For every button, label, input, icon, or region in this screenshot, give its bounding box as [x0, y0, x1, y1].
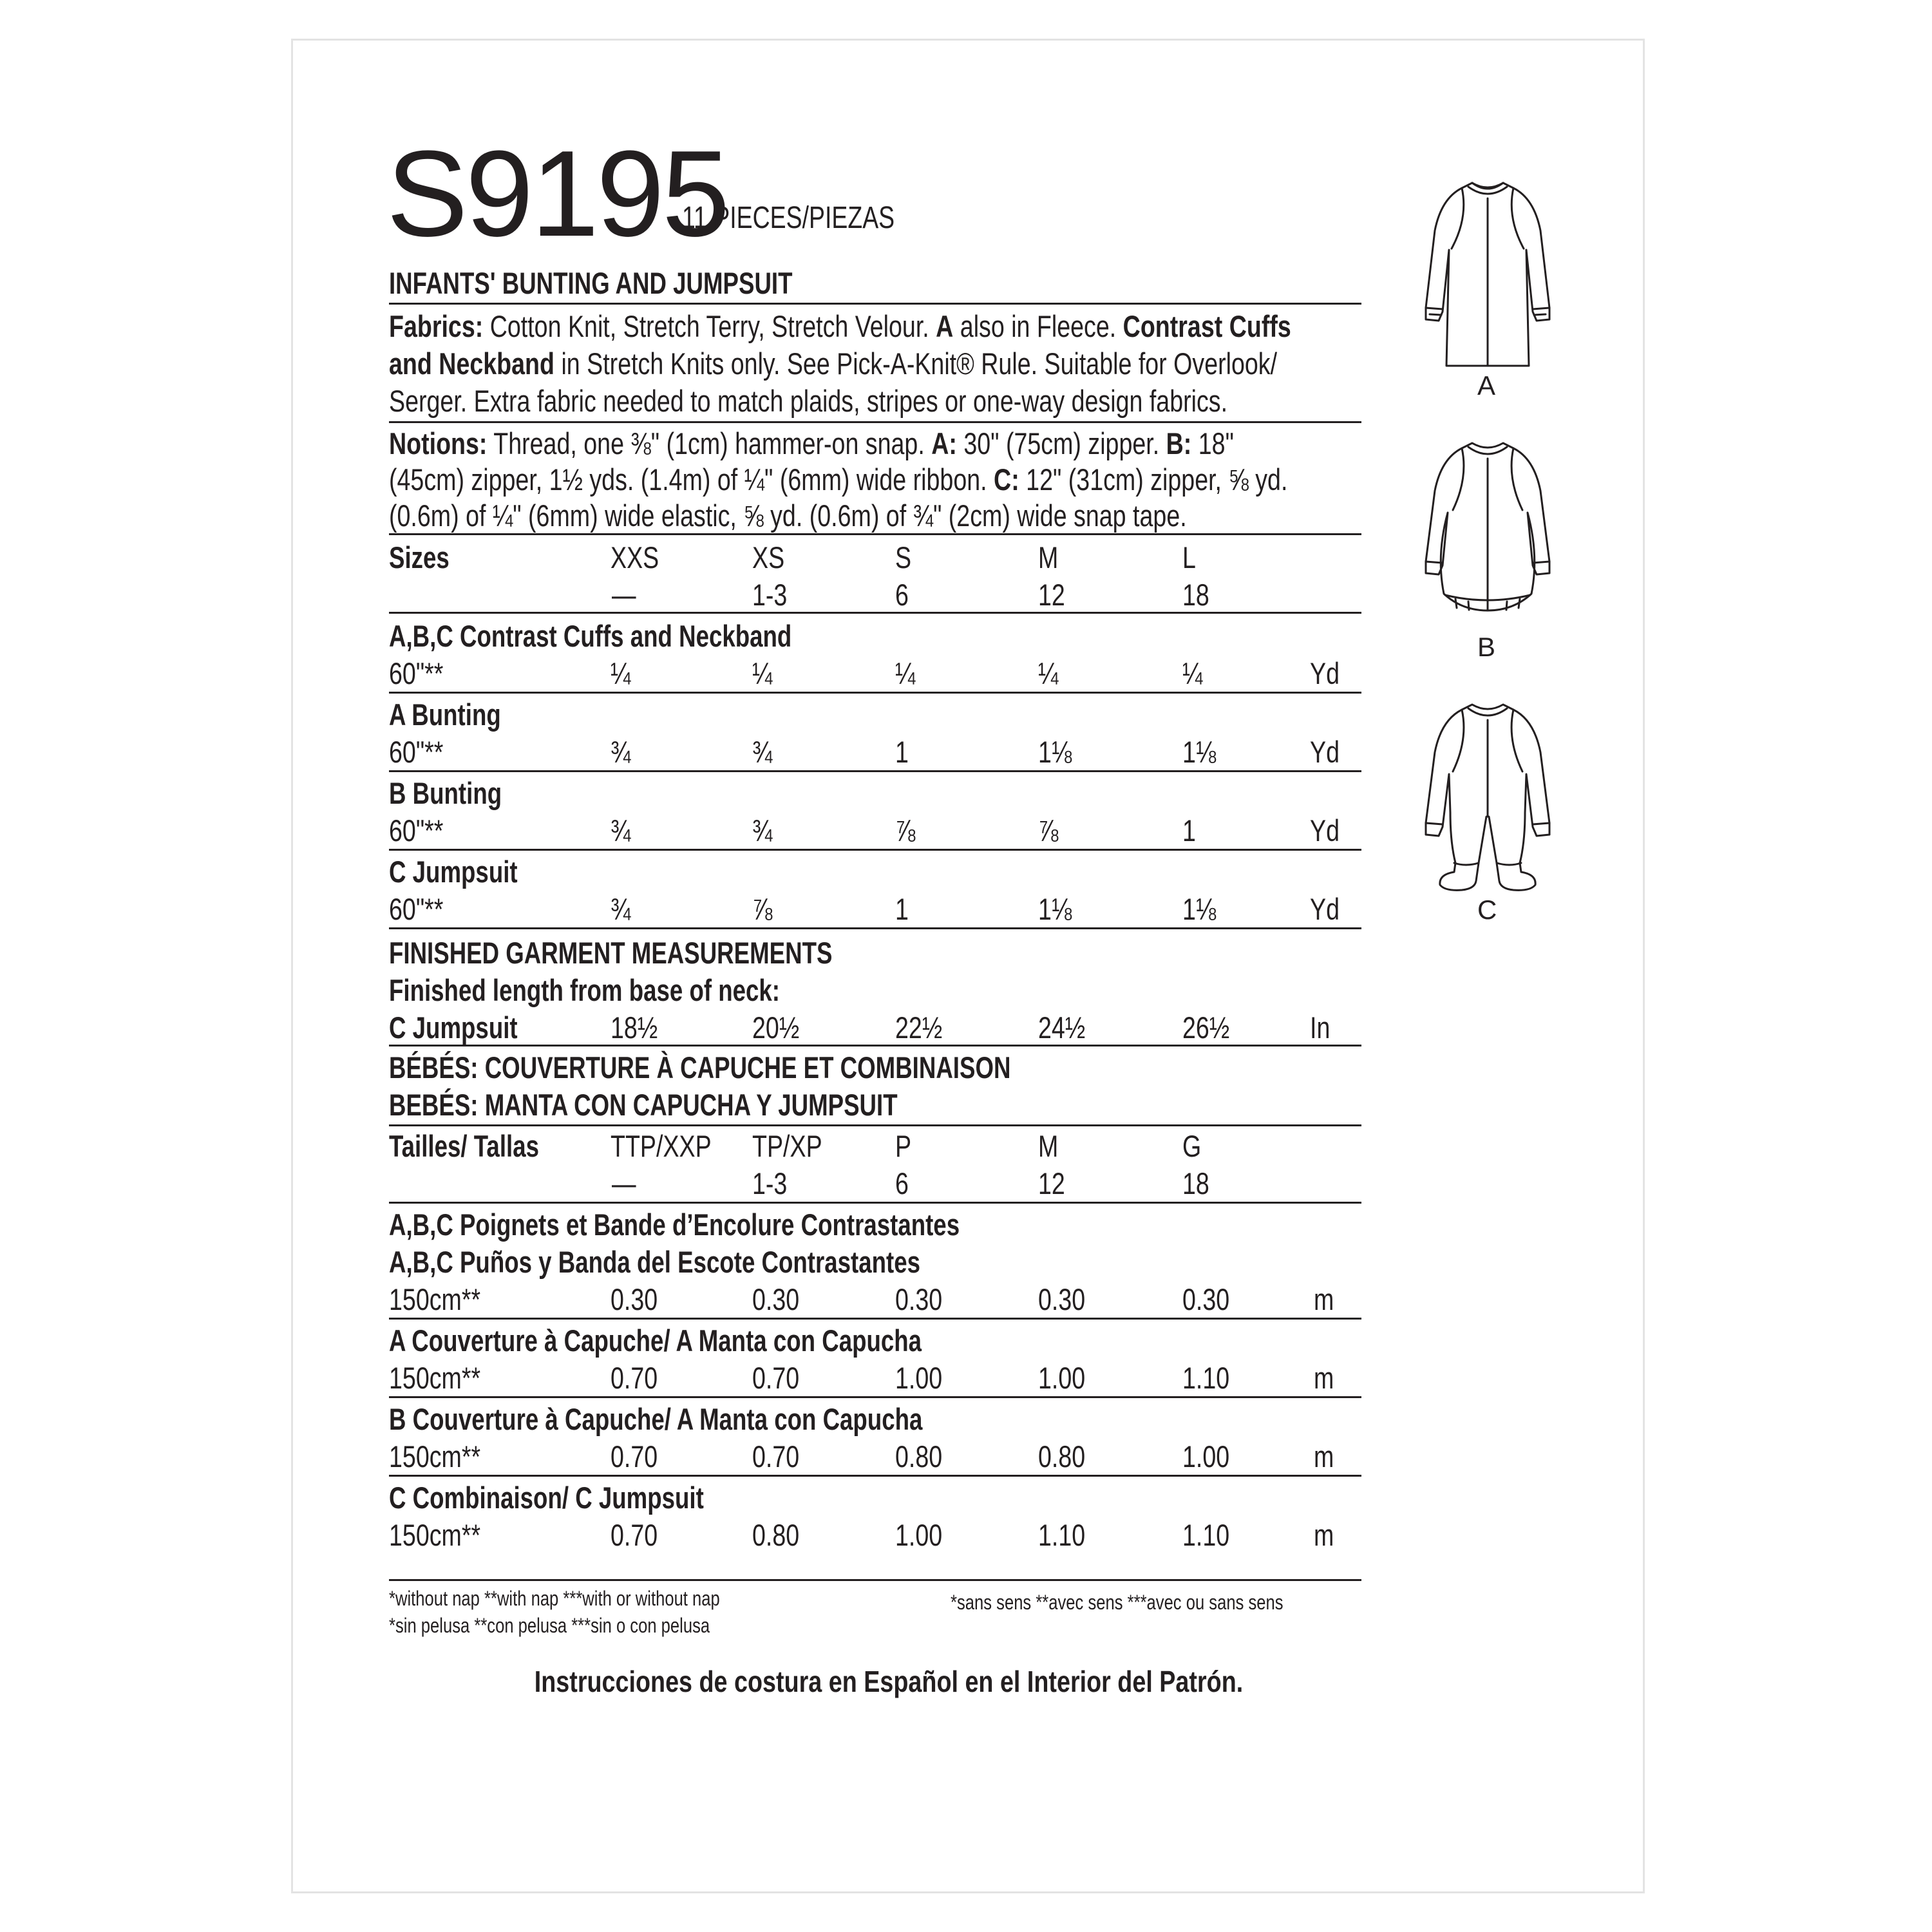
- notions-line-1: Notions: Thread, one ⅜" (1cm) hammer-on snap. A: 30" (75cm) zipper. B: 18": [389, 426, 1234, 460]
- notions-line-3: (0.6m) of ¼" (6mm) wide elastic, ⅝ yd. (0.6m) of ¾" (2cm) wide snap tape.: [389, 498, 1187, 533]
- divider: [389, 1202, 1361, 1204]
- meterage-row-label: B Couverture à Capuche/ A Manta con Capucha: [389, 1402, 923, 1436]
- sizes-label-foreign: Tailles/ Tallas: [389, 1129, 539, 1163]
- view-label: C: [1477, 895, 1497, 925]
- finished-length: 22½: [895, 1010, 943, 1045]
- yardage-value: ¾: [611, 813, 631, 848]
- title-spanish: BEBÉS: MANTA CON CAPUCHA Y JUMPSUIT: [389, 1088, 898, 1122]
- size-header: TTP/XXP: [611, 1129, 712, 1163]
- size-age: 12: [1038, 578, 1065, 612]
- sizes-label: Sizes: [389, 540, 450, 574]
- meterage-value: 0.80: [1038, 1439, 1086, 1473]
- meterage-value: 1.00: [1038, 1361, 1086, 1395]
- finished-length: 18½: [611, 1010, 658, 1045]
- meterage-value: 0.70: [611, 1439, 658, 1473]
- meterage-value: 0.70: [611, 1361, 658, 1395]
- meterage-row-label-es: A,B,C Puños y Banda del Escote Contrastantes: [389, 1245, 921, 1279]
- meterage-value: 0.80: [895, 1439, 943, 1473]
- fabrics-line-1: Fabrics: Cotton Knit, Stretch Terry, Stretch Velour. A also in Fleece. Contrast Cuffs: [389, 309, 1291, 343]
- divider: [389, 612, 1361, 614]
- view-b-bunting-illustration: [1417, 433, 1558, 620]
- meterage-row-label: A Couverture à Capuche/ A Manta con Capucha: [389, 1323, 922, 1358]
- size-age: —: [612, 578, 636, 612]
- size-header: XS: [752, 540, 785, 574]
- view-a-bunting-illustration: [1417, 173, 1558, 379]
- unit: m: [1314, 1518, 1334, 1552]
- unit: m: [1314, 1282, 1334, 1316]
- pattern-number: S9195: [386, 126, 728, 262]
- divider: [389, 1045, 1361, 1046]
- meterage-value: 0.30: [1182, 1282, 1230, 1316]
- divider: [389, 849, 1361, 851]
- meterage-value: 1.10: [1182, 1361, 1230, 1395]
- yardage-value: ¼: [1182, 656, 1203, 690]
- yardage-value: 1⅛: [1038, 735, 1072, 769]
- yardage-value: 1: [895, 735, 909, 769]
- divider: [389, 770, 1361, 772]
- unit: Yd: [1310, 735, 1340, 769]
- yardage-value: ⅞: [895, 813, 916, 848]
- size-header: M: [1038, 540, 1059, 574]
- finished-length: 24½: [1038, 1010, 1086, 1045]
- footnote-english: *without nap **with nap ***with or without nap: [389, 1587, 720, 1610]
- fabric-width: 60"**: [389, 656, 444, 690]
- meterage-value: 0.70: [752, 1361, 800, 1395]
- yardage-value: 1⅛: [1038, 892, 1072, 926]
- size-header: L: [1182, 540, 1196, 574]
- finished-length: 20½: [752, 1010, 800, 1045]
- size-age: 1-3: [752, 1166, 788, 1200]
- fabric-width: 150cm**: [389, 1518, 481, 1552]
- size-header: S: [895, 540, 912, 574]
- unit: Yd: [1310, 813, 1340, 848]
- finished-length: 26½: [1182, 1010, 1230, 1045]
- meterage-value: 0.70: [752, 1439, 800, 1473]
- yardage-value: ¼: [1038, 656, 1059, 690]
- unit: Yd: [1310, 892, 1340, 926]
- size-age: 1-3: [752, 578, 788, 612]
- yardage-value: 1⅛: [1182, 735, 1217, 769]
- view-c-jumpsuit-illustration: [1417, 694, 1558, 900]
- meterage-value: 0.80: [752, 1518, 800, 1552]
- divider: [389, 692, 1361, 694]
- yardage-value: ¼: [611, 656, 631, 690]
- size-header: G: [1182, 1129, 1202, 1163]
- yardage-value: ¼: [752, 656, 773, 690]
- meterage-value: 0.70: [611, 1518, 658, 1552]
- size-header: P: [895, 1129, 912, 1163]
- meterage-value: 1.10: [1182, 1518, 1230, 1552]
- meterage-row-label: A,B,C Poignets et Bande d’Encolure Contrastantes: [389, 1208, 960, 1242]
- size-header: XXS: [611, 540, 659, 574]
- yardage-row-label: B Bunting: [389, 776, 502, 810]
- fabric-width: 60"**: [389, 892, 444, 926]
- pattern-title: INFANTS' BUNTING AND JUMPSUIT: [389, 266, 793, 300]
- size-age: —: [612, 1166, 636, 1200]
- size-age: 18: [1182, 1166, 1209, 1200]
- yardage-row-label: C Jumpsuit: [389, 855, 518, 889]
- finished-row-label: C Jumpsuit: [389, 1010, 518, 1045]
- divider: [389, 1579, 1361, 1581]
- yardage-row-label: A,B,C Contrast Cuffs and Neckband: [389, 619, 792, 653]
- meterage-value: 1.00: [895, 1361, 943, 1395]
- meterage-value: 1.10: [1038, 1518, 1086, 1552]
- meterage-value: 0.30: [752, 1282, 800, 1316]
- yardage-value: ¾: [611, 892, 631, 926]
- yardage-value: 1: [895, 892, 909, 926]
- yardage-value: ⅞: [752, 892, 773, 926]
- unit: m: [1314, 1439, 1334, 1473]
- yardage-value: 1⅛: [1182, 892, 1217, 926]
- size-age: 6: [895, 1166, 909, 1200]
- yardage-value: 1: [1182, 813, 1196, 848]
- spanish-instructions-note: Instrucciones de costura en Español en el Interior del Patrón.: [534, 1665, 1244, 1698]
- size-age: 18: [1182, 578, 1209, 612]
- meterage-value: 1.00: [895, 1518, 943, 1552]
- fabric-width: 150cm**: [389, 1282, 481, 1316]
- meterage-value: 0.30: [895, 1282, 943, 1316]
- yardage-value: ¾: [752, 735, 773, 769]
- fabric-width: 150cm**: [389, 1439, 481, 1473]
- finished-subheading: Finished length from base of neck:: [389, 973, 781, 1007]
- size-age: 12: [1038, 1166, 1065, 1200]
- divider: [389, 927, 1361, 929]
- yardage-row-label: A Bunting: [389, 697, 501, 732]
- yardage-value: ⅞: [1038, 813, 1059, 848]
- divider: [389, 421, 1361, 423]
- fabrics-line-2: and Neckband in Stretch Knits only. See Pick-A-Knit® Rule. Suitable for Overlook/: [389, 346, 1278, 381]
- fabrics-line-3: Serger. Extra fabric needed to match plaids, stripes or one-way design fabrics.: [389, 384, 1228, 418]
- size-header: M: [1038, 1129, 1059, 1163]
- divider: [389, 533, 1361, 535]
- divider: [389, 303, 1361, 305]
- fabric-width: 60"**: [389, 813, 444, 848]
- yardage-value: ¼: [895, 656, 916, 690]
- meterage-row-label: C Combinaison/ C Jumpsuit: [389, 1481, 704, 1515]
- unit: In: [1310, 1010, 1331, 1045]
- finished-heading: FINISHED GARMENT MEASUREMENTS: [389, 936, 833, 970]
- footnote-spanish: *sin pelusa **con pelusa ***sin o con pelusa: [389, 1614, 710, 1637]
- footnote-french: *sans sens **avec sens ***avec ou sans sens: [951, 1591, 1283, 1614]
- size-header: TP/XP: [752, 1129, 822, 1163]
- fabric-width: 150cm**: [389, 1361, 481, 1395]
- title-french: BÉBÉS: COUVERTURE À CAPUCHE ET COMBINAISON: [389, 1050, 1011, 1084]
- divider: [389, 1475, 1361, 1477]
- divider: [389, 1124, 1361, 1126]
- unit: m: [1314, 1361, 1334, 1395]
- view-label: B: [1477, 632, 1496, 662]
- notions-line-2: (45cm) zipper, 1½ yds. (1.4m) of ¼" (6mm) wide ribbon. C: 12" (31cm) zipper, ⅝ yd.: [389, 462, 1288, 497]
- meterage-value: 1.00: [1182, 1439, 1230, 1473]
- fabric-width: 60"**: [389, 735, 444, 769]
- view-label: A: [1477, 370, 1496, 401]
- meterage-value: 0.30: [1038, 1282, 1086, 1316]
- size-age: 6: [895, 578, 909, 612]
- meterage-value: 0.30: [611, 1282, 658, 1316]
- yardage-value: ¾: [752, 813, 773, 848]
- yardage-value: ¾: [611, 735, 631, 769]
- piece-count: 11 PIECES/PIEZAS: [682, 201, 895, 235]
- divider: [389, 1396, 1361, 1398]
- unit: Yd: [1310, 656, 1340, 690]
- divider: [389, 1318, 1361, 1320]
